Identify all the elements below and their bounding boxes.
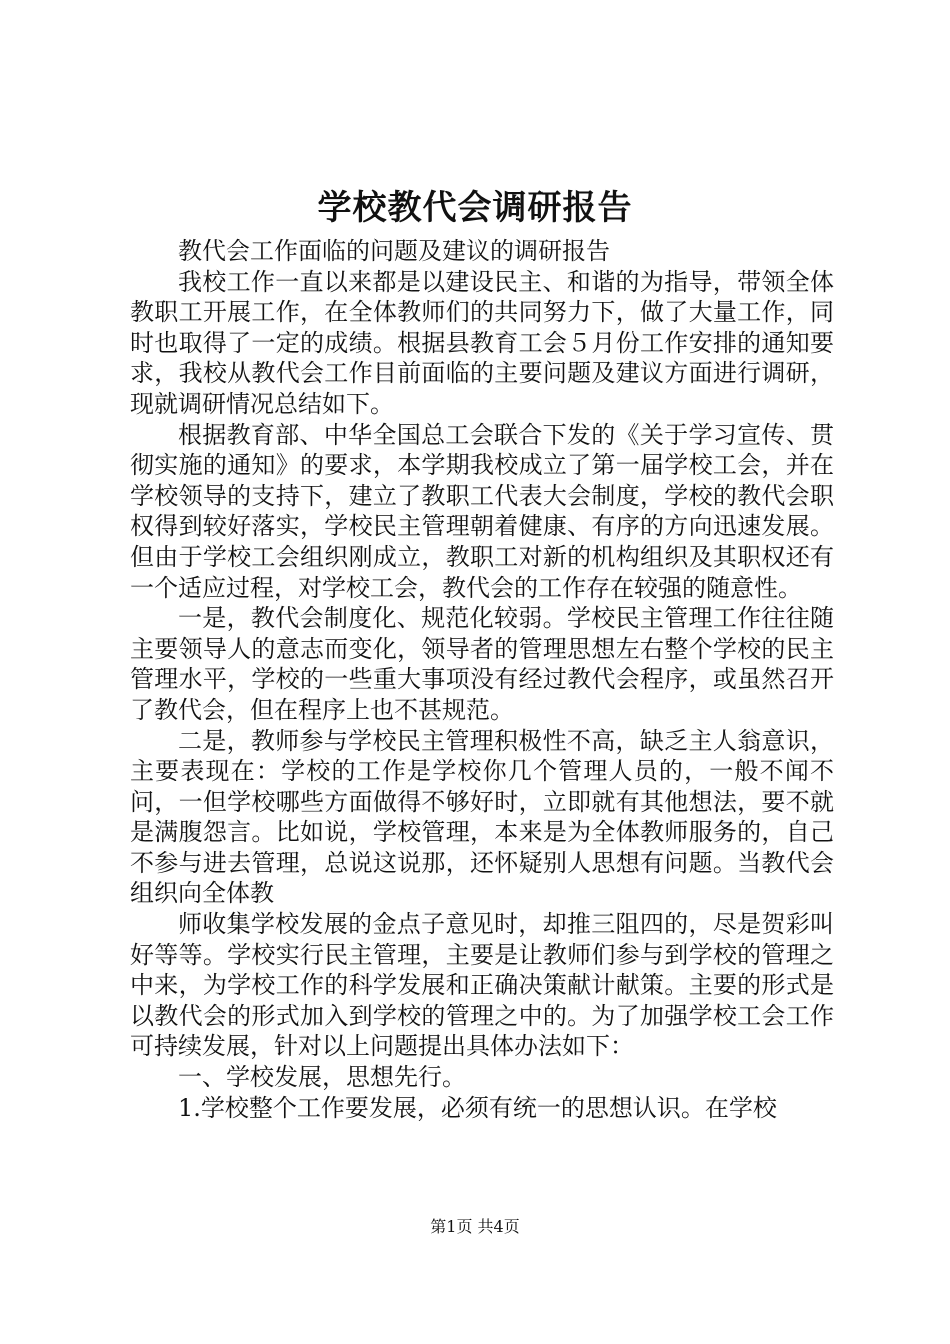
paragraph-intro: 我校工作一直以来都是以建设民主、和谐的为指导，带领全体教职工开展工作，在全体教师们的共同努力下，做了大量工作，同时也取得了一定的成绩。根据县教育工会５月份工作安排的通知要求，我校从教代会工作目前面临的主要问题及建议方面进行调研，现就调研情况总结如下。	[130, 267, 834, 418]
paragraph-issue-two: 二是，教师参与学校民主管理积极性不高，缺乏主人翁意识，主要表现在：学校的工作是学校你几个管理人员的，一般不闻不问，一但学校哪些方面做得不够好时，立即就有其他想法，要不就是满腹怨言。比如说，学校管理，本来是为全体教师服务的，自己不参与进去管理，总说这说那，还怀疑别人思想有问题。当教代会组织向全体教	[130, 726, 834, 908]
paragraph-subtitle: 教代会工作面临的问题及建议的调研报告	[178, 237, 610, 265]
paragraph-issue-one: 一是，教代会制度化、规范化较弱。学校民主管理工作往往随主要领导人的意志而变化，领导者的管理思想左右整个学校的民主管理水平，学校的一些重大事项没有经过教代会程序，或虽然召开了教代会，但在程序上也不甚规范。	[130, 604, 834, 724]
document-title: 学校教代会调研报告	[317, 188, 633, 228]
document-body	[130, 236, 834, 1123]
section-heading-one: 一、学校发展，思想先行。	[178, 1063, 466, 1092]
paragraph-item-one: 1.学校整个工作要发展，必须有统一的思想认识。在学校	[178, 1093, 777, 1122]
paragraph-continuation: 师收集学校发展的金点子意见时，却推三阻四的，尽是贺彩叫好等等。学校实行民主管理，主要是让教师们参与到学校的管理之中来，为学校工作的科学发展和正确决策献计献策。主要的形式是以教代会的形式加入到学校的管理之中的。为了加强学校工会工作可持续发展，针对以上问题提出具体办法如下：	[130, 910, 834, 1061]
page-number-footer: 第1页 共4页	[430, 1217, 520, 1236]
paragraph-background: 根据教育部、中华全国总工会联合下发的《关于学习宣传、贯彻实施的通知》的要求，本学期我校成立了第一届学校工会，并在学校领导的支持下，建立了教职工代表大会制度，学校的教代会职权得到较好落实，学校民主管理朝着健康、有序的方向迅速发展。但由于学校工会组织刚成立，教职工对新的机构组织及其职权还有一个适应过程，对学校工会，教代会的工作存在较强的随意性。	[130, 420, 834, 602]
